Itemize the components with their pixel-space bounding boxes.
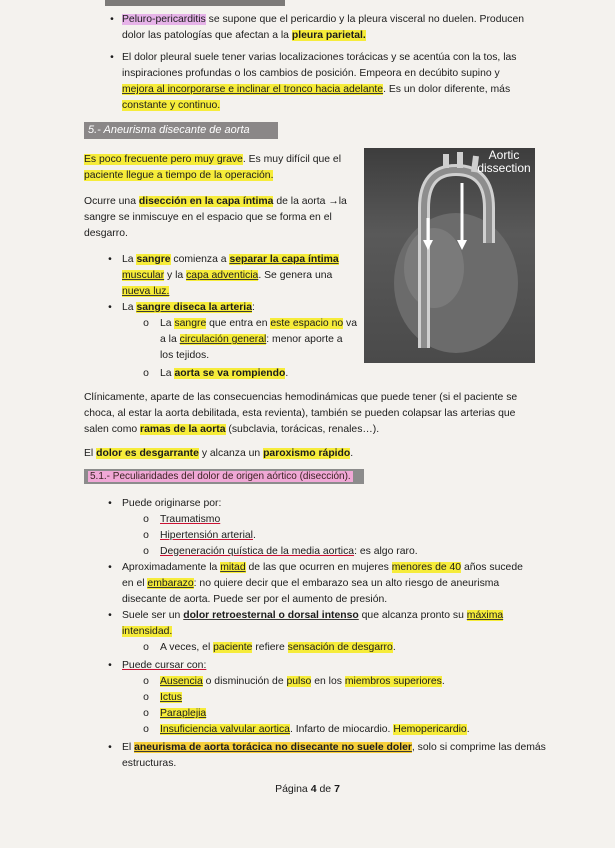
text: o disminución de [202, 676, 287, 687]
highlight: Hemopericardio [393, 724, 467, 735]
sub-bullet: o [143, 724, 149, 735]
highlight: pulso [286, 676, 312, 687]
footer-label: Página [275, 783, 311, 795]
section-5-1-title: 5.1.- Peculiaridades del dolor de origen aórtico (disección). [90, 471, 351, 482]
s5-li1-line-3 [122, 284, 169, 299]
bullet: • [108, 498, 112, 509]
intro-bullet-2-line-3 [122, 82, 510, 97]
intro-bullet-2-line-4 [122, 98, 220, 113]
highlight: embarazo [147, 578, 194, 589]
text: va [343, 318, 358, 329]
highlight: circulación general [179, 334, 267, 345]
text: Hipertensión arterial [160, 530, 253, 541]
text: . [350, 448, 354, 459]
section-5-heading: 5.- Aneurisma disecante de aorta [84, 122, 278, 139]
page-number: 4 [310, 783, 317, 795]
highlight: ramas de la aorta [140, 424, 226, 435]
s5-p3-line-2: choca, al estar la aorta debilitada, esta revienta), también se pueden colapsar las arterias que [84, 408, 516, 419]
highlight: separar la capa íntima [229, 254, 339, 265]
s5-sub1-line-3: los tejidos. [160, 350, 210, 361]
s51-b5-line-1 [122, 740, 546, 755]
highlight: Insuficiencia valvular aortica [160, 724, 290, 735]
highlight: paciente llegue a tiempo de la operación. [84, 170, 274, 181]
text: La [122, 254, 137, 265]
highlight: Es poco frecuente pero muy grave [84, 154, 243, 165]
text: . Infarto de miocardio. [289, 724, 394, 735]
s51-b5-line-2: estructuras. [122, 758, 177, 769]
highlight: sangre diseca la arteria [136, 302, 252, 313]
s51-b2-line-1 [122, 560, 523, 575]
highlight: mitad [220, 562, 246, 573]
intro-bullet-2-line-1: El dolor pleural suele tener varias localizaciones torácicas y se acentúa con la tos, las [122, 52, 517, 63]
highlight: mejora al incorporarse e inclinar el tronco hacia adelante [122, 84, 384, 95]
image-label-line-1: Aortic [488, 148, 520, 162]
highlight: este espacio no [270, 318, 344, 329]
intro-bullet-1-line-2 [122, 28, 366, 43]
highlight: Ausencia [160, 676, 203, 687]
s51-b4-s3 [160, 706, 206, 721]
highlight: capa adventicia [186, 270, 259, 281]
s5-p4 [84, 446, 353, 461]
s5-sub1-line-1 [160, 316, 357, 331]
text: Ocurre una [84, 196, 139, 207]
text: . [392, 642, 396, 653]
s51-b1-s2 [160, 528, 256, 543]
highlight: Paraplejia [160, 708, 207, 719]
text: . Es muy difícil que el [242, 154, 342, 165]
image-label [472, 149, 536, 175]
highlight: paroxismo rápido [263, 448, 351, 459]
bullet: • [108, 302, 112, 313]
text: : menor aporte a [266, 334, 343, 345]
text: . [252, 530, 256, 541]
intro-bullet-2-line-2: inspiraciones profundas o los cambios de posición. Empeora en decúbito supino y [122, 68, 500, 79]
text: Puede cursar con: [122, 660, 207, 671]
highlight: dolor es desgarrante [96, 448, 199, 459]
text: . [441, 676, 445, 687]
s51-b3-s1 [160, 640, 396, 655]
s51-b2-line-3: disecante de aorta. Puede ser por el aumento de presión. [122, 594, 388, 605]
highlight: máxima [466, 610, 504, 621]
emphasis: dolor retroesternal o dorsal intenso [183, 610, 359, 621]
top-edge-bar [105, 0, 285, 6]
text: (subclavia, torácicas, renales…). [225, 424, 380, 435]
bullet: • [110, 52, 114, 63]
text: : [251, 302, 255, 313]
text: El [122, 742, 135, 753]
s5-li1-line-2 [122, 268, 332, 283]
sub-bullet: o [143, 514, 149, 525]
text: de las que ocurren en mujeres [245, 562, 392, 573]
text: la [338, 196, 347, 207]
sub-bullet: o [143, 530, 149, 541]
highlight: sangre [174, 318, 207, 329]
highlight: muscular [122, 270, 165, 281]
highlight: sangre [136, 254, 171, 265]
bullet: • [108, 562, 112, 573]
text: y la [164, 270, 187, 281]
text: en el [122, 578, 148, 589]
text: dolor las patologías que afectan a la [122, 30, 292, 41]
footer-label: de [316, 783, 335, 795]
text: Degeneración quística de la media aortica [160, 546, 355, 557]
highlight: nueva luz. [122, 286, 170, 297]
s51-b4 [122, 658, 206, 673]
sub-bullet: o [143, 708, 149, 719]
arrow-symbol: → [328, 196, 339, 207]
text: Aproximadamente la [122, 562, 221, 573]
text: y alcanza un [198, 448, 264, 459]
s51-b3-line-2 [122, 624, 172, 639]
text: El [84, 448, 97, 459]
sub-bullet: o [143, 318, 149, 329]
s5-p3-line-1: Clínicamente, aparte de las consecuencias hemodinámicas que puede tener (si el paciente se [84, 392, 518, 403]
heart-illustration [364, 148, 535, 363]
section-5-1-heading [84, 469, 364, 484]
heart-chamber [404, 228, 464, 308]
s51-b3-line-1 [122, 608, 503, 623]
highlight: Ictus [160, 692, 182, 703]
s51-b1-s1 [160, 512, 220, 527]
text: a la [160, 334, 180, 345]
text: de la aorta [273, 196, 329, 207]
highlight: menores de 40 [391, 562, 462, 573]
highlight: constante y continuo. [122, 100, 221, 111]
page-total: 7 [334, 783, 340, 795]
aortic-dissection-image [364, 148, 535, 363]
text: . Se genera una [258, 270, 333, 281]
text: salen como [84, 424, 141, 435]
s5-p1-line-1 [84, 152, 341, 167]
text: que alcanza pronto su [358, 610, 467, 621]
text: La [160, 318, 175, 329]
text: comienza a [170, 254, 230, 265]
text: : es algo raro. [354, 546, 418, 557]
page-footer [0, 782, 615, 797]
sub-bullet: o [143, 642, 149, 653]
highlight: miembros superiores [344, 676, 442, 687]
text: refiere [252, 642, 288, 653]
bullet: • [108, 742, 112, 753]
bullet: • [108, 610, 112, 621]
intro-bullet-1-line-1 [122, 12, 524, 27]
text: : no quiere decir que el embarazo sea un alto riesgo de aneurisma [193, 578, 500, 589]
text: Suele ser un [122, 610, 184, 621]
s5-sub2 [160, 366, 288, 381]
s51-b1-s3 [160, 544, 418, 559]
s5-p2-line-1 [84, 194, 347, 209]
text: se supone que el pericardio y la pleura visceral no duelen. Producen [208, 14, 525, 25]
s51-b2-line-2 [122, 576, 499, 591]
text: que entra en [206, 318, 271, 329]
bullet: • [108, 660, 112, 671]
sub-bullet: o [143, 546, 149, 557]
s51-b4-s1 [160, 674, 445, 689]
text: en los [311, 676, 345, 687]
text: años sucede [461, 562, 523, 573]
text: La [122, 302, 137, 313]
text: . Es un dolor diferente, más [383, 84, 511, 95]
highlight: disección en la capa íntima [138, 196, 274, 207]
s5-p2-line-3: desgarro. [84, 228, 128, 239]
s5-li2 [122, 300, 255, 315]
s5-p3-line-3 [84, 422, 379, 437]
text: . [285, 368, 289, 379]
sub-bullet: o [143, 368, 149, 379]
s5-p2-line-2: sangre se inmiscuye en el espacio que se forma en el [84, 212, 332, 223]
text: . [466, 724, 470, 735]
highlight: intensidad. [122, 626, 173, 637]
sub-bullet: o [143, 692, 149, 703]
s51-b1: Puede originarse por: [122, 498, 222, 509]
highlight: paciente [213, 642, 253, 653]
s51-b4-s4 [160, 722, 470, 737]
highlight: aorta se va rompiendo [174, 368, 286, 379]
highlight: aneurisma de aorta torácica no disecante no suele doler [134, 742, 412, 753]
bullet: • [108, 254, 112, 265]
text: A veces, el [160, 642, 214, 653]
bullet: • [110, 14, 114, 25]
highlight: sensación de desgarro [287, 642, 393, 653]
s5-li1-line-1 [122, 252, 339, 267]
image-label-line-2: dissection [477, 161, 531, 175]
highlight: pleura parietal. [291, 30, 366, 41]
s51-b4-s2 [160, 690, 182, 705]
text: Traumatismo [160, 514, 221, 525]
sub-bullet: o [143, 676, 149, 687]
text: , solo si comprime las demás [411, 742, 546, 753]
s5-p1-line-2 [84, 168, 273, 183]
s5-sub1-line-2 [160, 332, 343, 347]
text: La [160, 368, 175, 379]
highlight: Peluro-pericarditis [122, 14, 206, 25]
